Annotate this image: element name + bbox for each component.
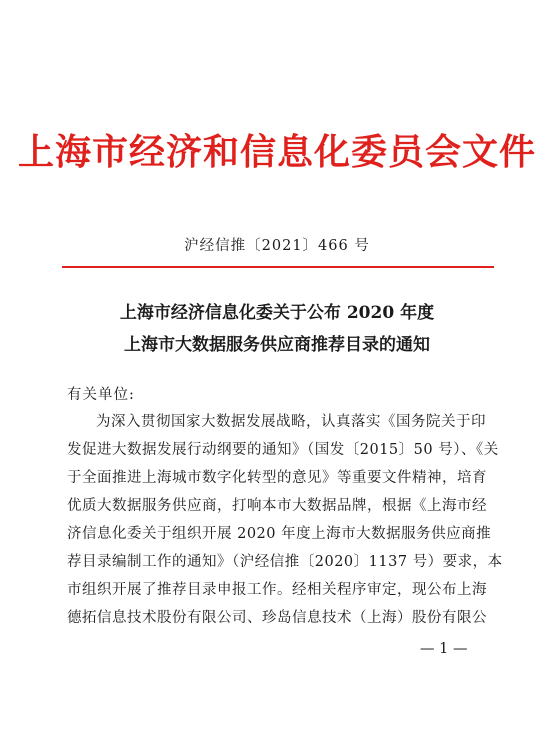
notice-title-line-1: 上海市经济信息化委关于公布 2020 年度 [119,303,435,323]
body-text-line: 市组织开展了推荐目录申报工作。经相关程序审定，现公布上海 [67,582,487,598]
document-number: 沪经信推〔2021〕466 号 [184,238,370,254]
page-number: — 1 — [420,641,468,657]
notice-title-line-2: 上海市大数据服务供应商推荐目录的通知 [124,335,430,355]
body-text-line: 德拓信息技术股份有限公司、珍岛信息技术（上海）股份有限公 [67,610,487,626]
body-text-line: 优质大数据服务供应商，打响本市大数据品牌，根据《上海市经 [67,498,487,514]
body-text-line: 发促进大数据发展行动纲要的通知》（国发〔2015〕50 号）、《关 [67,442,499,458]
body-text-line: 荐目录编制工作的通知》（沪经信推〔2020〕1137 号）要求，本 [67,554,503,570]
issuer-masthead: 上海市经济和信息化委员会文件 [17,131,536,173]
body-text-line: 为深入贯彻国家大数据发展战略，认真落实《国务院关于印 [96,414,486,430]
body-text-line: 于全面推进上海城市数字化转型的意见》等重要文件精神，培育 [67,470,487,486]
red-divider-line [62,266,494,268]
salutation: 有关单位: [67,387,135,403]
body-text-line: 济信息化委关于组织开展 2020 年度上海市大数据服务供应商推 [67,526,492,542]
